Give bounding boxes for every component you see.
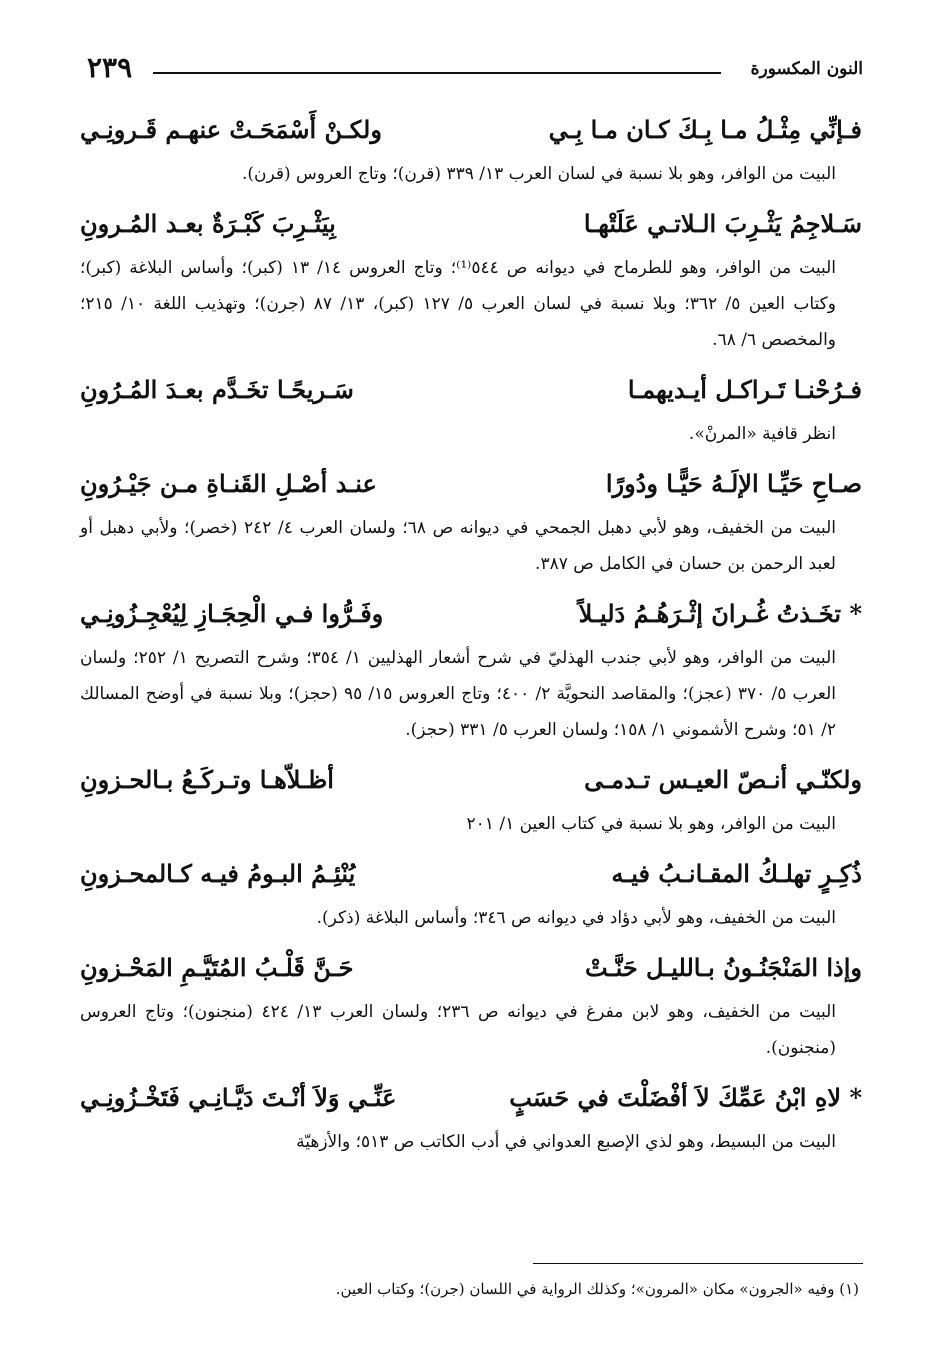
- verse-line: [80, 1072, 862, 1124]
- verse-second-hemistich: ولكـنْ أَسْمَحَـتْ عنهـم قَـرونِـي: [80, 115, 382, 144]
- verse-note: البيت من البسيط، وهو لذي الإصبع العدواني في أدب الكاتب ص ٥١٣؛ والأزهيّة: [296, 1132, 836, 1152]
- verse-entry: [80, 198, 862, 358]
- verse-second-hemistich: وفَـرُّوا فـي الْحِجَـازِ لِيُعْجِـزُونِـي: [80, 599, 384, 628]
- verse-second-hemistich: يُنْئِـمُ البـومُ فيـه كـالمحـزونِ: [80, 859, 356, 888]
- verse-first-hemistich: * لاهِ ابْنُ عَمِّكَ لاَ أفْضَلْتَ في حَسَبٍ: [509, 1083, 862, 1112]
- verse-second-hemistich: عنـد أصْـلِ القَنـاةِ مـن جَيْـرُونِ: [80, 469, 377, 498]
- verse-entry: [80, 364, 862, 452]
- chapter-title: النون المكسورة: [750, 59, 863, 79]
- verse-note: البيت من الخفيف، وهو لأبي دهبل الجمحي في ديوانه ص ٦٨؛ ولسان العرب ٤/ ٢٤٢ (خصر)؛ ولأبي دهبل أو لعبد الرحمن بن حسان في الكامل ص ٣٨٧.: [80, 518, 836, 574]
- footnote-rule: [533, 1263, 863, 1264]
- verse-line: [80, 198, 862, 250]
- verse-first-hemistich: فـرُحْنـا تَـراكـل أيـديهمـا: [627, 375, 862, 404]
- verse-line: [80, 588, 862, 640]
- verse-line: [80, 104, 862, 156]
- verse-first-hemistich: فـإنِّي مِثْـلُ مـا بِـكَ كـان مـا بِـي: [548, 115, 862, 144]
- verse-first-hemistich: وإذا المَنْجَنُـونُ بـالليـل حَنَّـتْ: [585, 953, 862, 982]
- verse-entry: [80, 754, 862, 842]
- verse-second-hemistich: سَـريحًـا تخَـدَّم بعـدَ المُـرُونِ: [80, 375, 354, 404]
- header-rule: [153, 72, 721, 74]
- verse-first-hemistich: ولكنّـي أنـصّ العيـس تـدمـى: [584, 765, 862, 794]
- running-header: [75, 50, 863, 90]
- verse-entry: [80, 458, 862, 582]
- verse-first-hemistich: سَـلاجِمُ يَثْـرِبَ الـلاتـي عَلَتْهـا: [583, 209, 862, 238]
- verse-first-hemistich: صـاحِ حَيِّـا الإلَـهُ حَيًّـا ودُورًا: [605, 469, 862, 498]
- verse-note: البيت من الوافر، وهو لأبي جندب الهذليّ في شرح أشعار الهذليين ١/ ٣٥٤؛ وشرح التصريح ١/ ٢٥٢؛ ولسان العرب ٥/ ٣٧٠ (عجز)؛ والمقاصد النحويَّة ٢/ ٤٠٠؛ وتاج العروس ١٥/ ٩٥ (حجز)؛ وبلا نسبة في أوضح المسالك ٢/ ٥١؛ وشرح الأشموني ١/ ١٥٨؛ ولسان العرب ٥/ ٣٣١ (حجز).: [80, 648, 836, 740]
- verse-entry: [80, 942, 862, 1066]
- verse-note: البيت من الخفيف، وهو لأبي دؤاد في ديوانه ص ٣٤٦؛ وأساس البلاغة (ذكر).: [316, 908, 836, 928]
- verse-note: انظر قافية «المرنْ».: [688, 424, 836, 444]
- footnote: (١) وفيه «الجرون» مكان «المرون»؛ وكذلك الرواية في اللسان (جرن)؛ وكتاب العين.: [335, 1280, 859, 1298]
- verse-line: [80, 364, 862, 416]
- verse-entry: [80, 1072, 862, 1160]
- verse-second-hemistich: عَنِّـي وَلاَ أنْـتَ دَيَّـانِـي فَتَخْـزُونِـي: [80, 1083, 397, 1112]
- verse-note: البيت من الخفيف، وهو لابن مفرغ في ديوانه ص ٢٣٦؛ ولسان العرب ١٣/ ٤٢٤ (منجنون)؛ وتاج العروس (منجنون).: [80, 1002, 836, 1058]
- verse-line: [80, 942, 862, 994]
- verse-note: البيت من الوافر، وهو بلا نسبة في لسان العرب ١٣/ ٣٣٩ (قرن)؛ وتاج العروس (قرن).: [241, 164, 836, 184]
- verse-entry: [80, 104, 862, 192]
- page-number: ٢٣٩: [87, 51, 133, 84]
- verse-line: [80, 754, 862, 806]
- page-body: [80, 104, 862, 1166]
- verse-first-hemistich: ذُكِـرٍ تهلـكُ المقـانـبُ فيـه: [611, 859, 862, 888]
- verse-second-hemistich: بِيَثْـرِبَ كَبْـرَةٌ بعـد المُـرونِ: [80, 209, 336, 238]
- verse-second-hemistich: أظـلاّهـا وتـركَـعُ بـالحـزونِ: [80, 765, 334, 794]
- verse-first-hemistich: * تخَـذتُ غُـرانَ إثْـرَهُـمُ دَليـلاً: [578, 599, 862, 628]
- verse-entry: [80, 588, 862, 748]
- verse-line: [80, 458, 862, 510]
- verse-second-hemistich: حَـنَّ قَلْـبُ المُتَيَّـمِ المَحْـزونِ: [80, 953, 354, 982]
- verse-note: البيت من الوافر، وهو للطرماح في ديوانه ص ٥٤٤⁽¹⁾؛ وتاج العروس ١٤/ ١٣ (كبر)؛ وأساس البلاغة (كبر)؛ وكتاب العين ٥/ ٣٦٢؛ وبلا نسبة في لسان العرب ٥/ ١٢٧ (كبر)، ١٣/ ٨٧ (جرن)؛ وتهذيب اللغة ١٠/ ٢١٥؛ والمخصص ٦/ ٦٨.: [80, 258, 836, 350]
- verse-entry: [80, 848, 862, 936]
- verse-note: البيت من الوافر، وهو بلا نسبة في كتاب العين ١/ ٢٠١: [466, 814, 836, 834]
- verse-line: [80, 848, 862, 900]
